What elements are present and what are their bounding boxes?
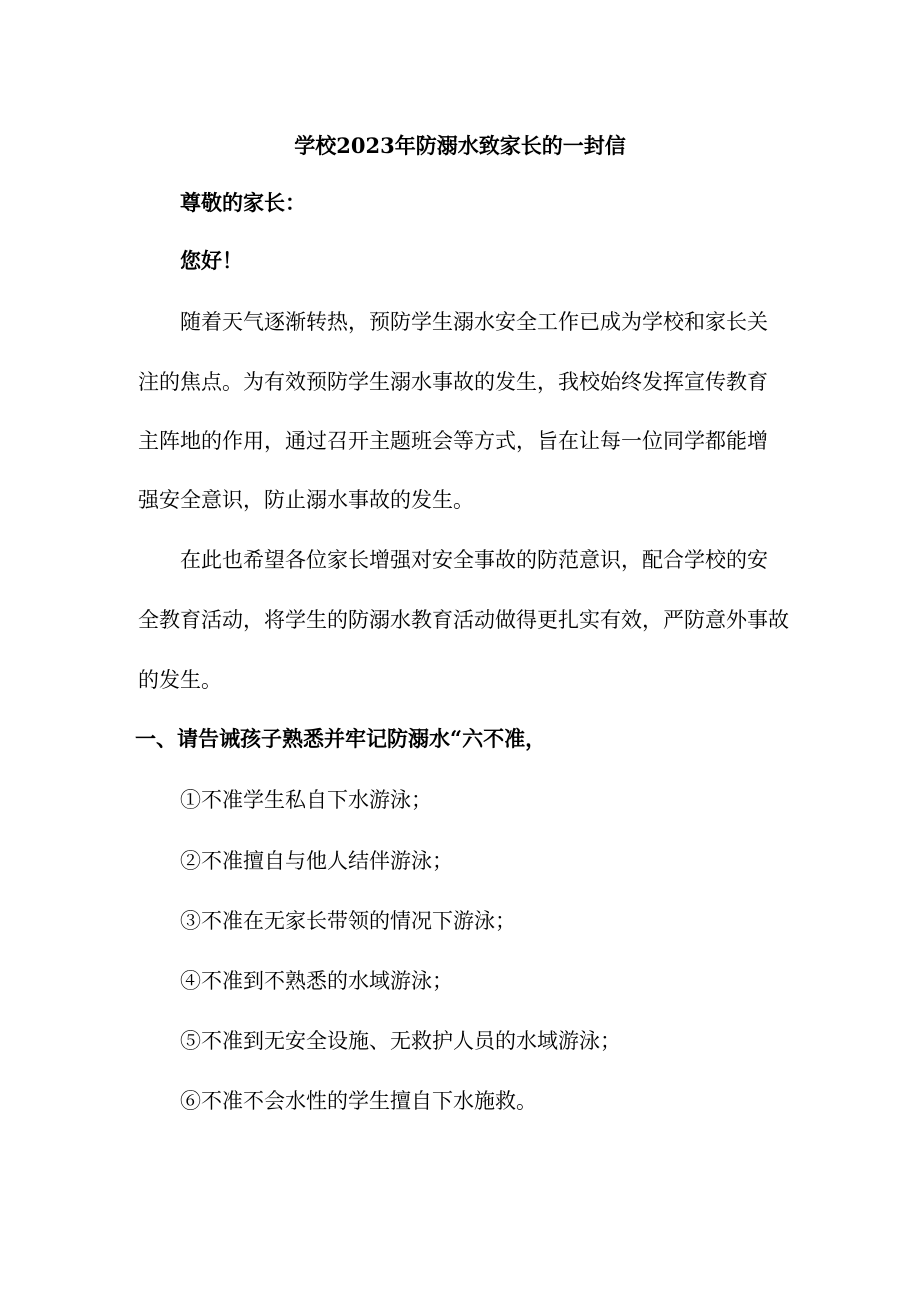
document-title: 学校2023年防溺水致家长的一封信 (294, 133, 626, 158)
paragraph2-line: 在此也希望各位家长增强对安全事故的防范意识，配合学校的安 (180, 548, 768, 572)
section1-heading: 一、请告诫孩子熟悉并牢记防溺水“六不准， (135, 726, 547, 751)
rule-item: ④不准到不熟悉的水域游泳； (180, 969, 453, 993)
rule-item: ①不准学生私自下水游泳； (180, 788, 432, 812)
rule-item: ⑥不准不会水性的学生擅自下水施救。 (180, 1089, 537, 1113)
rule-item: ③不准在无家长带领的情况下游泳； (180, 909, 516, 933)
paragraph1-line: 随着天气逐渐转热，预防学生溺水安全工作已成为学校和家长关 (180, 310, 768, 334)
paragraph1-line: 主阵地的作用，通过召开主题班会等方式，旨在让每一位同学都能增 (138, 429, 768, 453)
rule-item: ⑤不准到无安全设施、无救护人员的水域游泳； (180, 1029, 621, 1053)
paragraph1-line: 注的焦点。为有效预防学生溺水事故的发生，我校始终发挥宣传教育 (138, 370, 768, 394)
paragraph2-line: 的发生。 (138, 668, 222, 692)
salutation: 尊敬的家长： (180, 190, 306, 215)
rule-item: ②不准擅自与他人结伴游泳； (180, 849, 453, 873)
greeting: 您好！ (180, 248, 243, 273)
paragraph2-line: 全教育活动，将学生的防溺水教育活动做得更扎实有效，严防意外事故 (138, 608, 789, 632)
paragraph1-line: 强安全意识，防止溺水事故的发生。 (138, 488, 474, 512)
